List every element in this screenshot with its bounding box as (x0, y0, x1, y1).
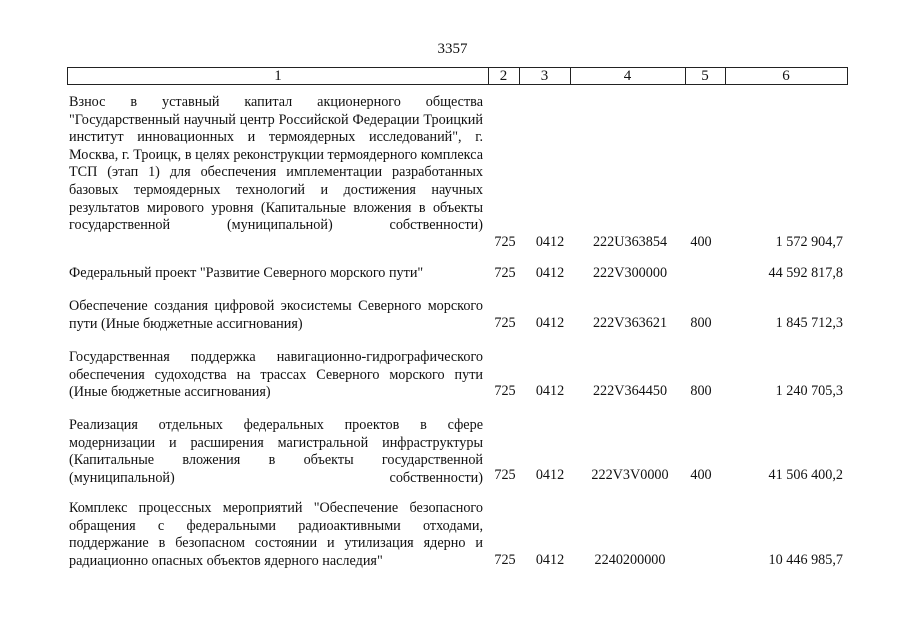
row-code-section: 0412 (535, 552, 565, 568)
row-description: Обеспечение создания цифровой экосистемы Северного морского пути (Иные бюджетные ассигнования) (69, 298, 483, 332)
row-code-target: 222V364450 (592, 383, 668, 399)
header-col-2: 2 (488, 68, 520, 84)
row-amount: 1 240 705,3 (775, 383, 843, 399)
row-code-target: 222U363854 (592, 234, 668, 250)
row-code-ministry: 725 (494, 383, 516, 399)
row-code-ministry: 725 (494, 234, 516, 250)
row-amount: 10 446 985,7 (768, 552, 843, 568)
row-description: Федеральный проект "Развитие Северного морского пути" (69, 265, 424, 281)
row-code-expense-type: 800 (690, 315, 712, 331)
row-description: Комплекс процессных мероприятий "Обеспечение безопасного обращения с федеральными радиоактивными отходами, поддержание в безопасном состоянии и утилизация ядерно и радиационно опасных объектов ядерного наследия" (69, 500, 483, 569)
table-header (67, 67, 848, 85)
row-amount: 41 506 400,2 (768, 467, 843, 483)
row-code-section: 0412 (535, 467, 565, 483)
row-code-target: 222V363621 (592, 315, 668, 331)
row-code-section: 0412 (535, 315, 565, 331)
row-code-ministry: 725 (494, 315, 516, 331)
row-code-section: 0412 (535, 383, 565, 399)
header-col-3: 3 (519, 68, 571, 84)
row-code-target: 2240200000 (594, 552, 666, 568)
row-code-section: 0412 (535, 265, 565, 281)
row-code-expense-type: 400 (690, 234, 712, 250)
row-amount: 1 845 712,3 (775, 315, 843, 331)
row-description: Реализация отдельных федеральных проектов в сфере модернизации и расширения магистральной инфраструктуры (Капитальные вложения в объекты государственной (муниципальной) собственности) (69, 417, 483, 486)
header-col-6: 6 (782, 68, 790, 84)
row-code-target: 222V3V0000 (591, 467, 669, 483)
row-amount: 44 592 817,8 (768, 265, 843, 281)
row-code-ministry: 725 (494, 265, 516, 281)
row-description: Взнос в уставный капитал акционерного общества "Государственный научный центр Российской Федерации Троицкий институт инновационных и термоядерных исследований", г. Москва, г. Троицк, в целях реконструкции термоядерного комплекса ТСП (этап 1) для обеспечения имплементации разработанных базовых термоядерных технологий и достижения научных результатов мирового уровня (Капитальные вложения в объекты государственной (муниципальной) собственности) (69, 94, 483, 234)
row-code-expense-type: 800 (690, 383, 712, 399)
header-col-1: 1 (68, 68, 489, 84)
row-code-ministry: 725 (494, 552, 516, 568)
page-number: 3357 (437, 41, 468, 57)
row-code-section: 0412 (535, 234, 565, 250)
row-code-target: 222V300000 (592, 265, 668, 281)
row-code-expense-type: 400 (690, 467, 712, 483)
header-col-4: 4 (570, 68, 686, 84)
row-code-ministry: 725 (494, 467, 516, 483)
row-amount: 1 572 904,7 (775, 234, 843, 250)
header-col-5: 5 (685, 68, 726, 84)
row-description: Государственная поддержка навигационно-гидрографического обеспечения судоходства на трассах Северного морского пути (Иные бюджетные ассигнования) (69, 349, 483, 401)
